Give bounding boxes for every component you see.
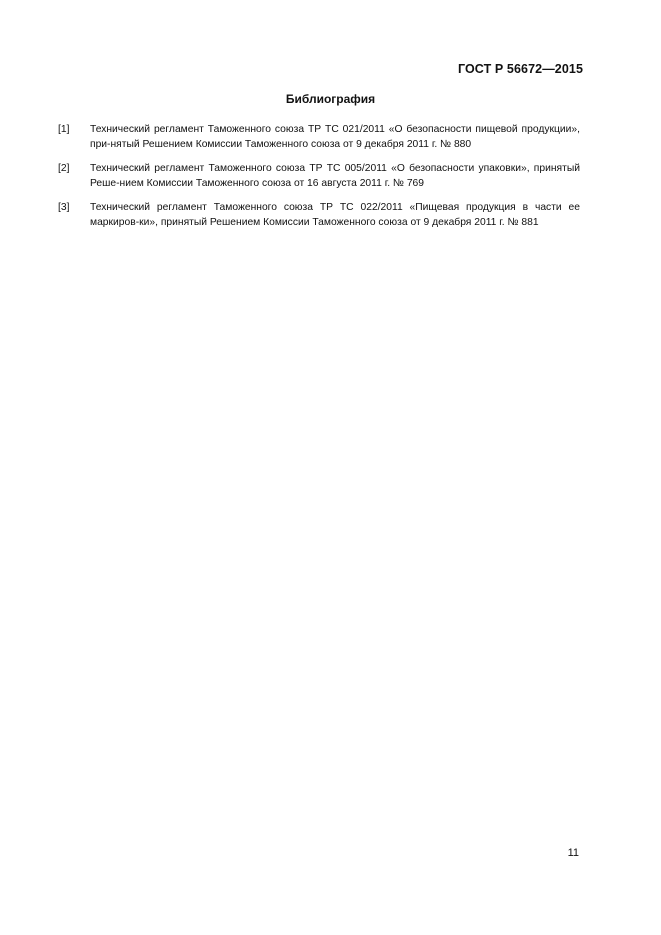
bibliography-number: [3] (58, 202, 70, 213)
bibliography-item (58, 201, 580, 230)
bibliography-item (58, 162, 580, 191)
page-number: 11 (567, 847, 579, 859)
document-code: ГОСТ Р 56672—2015 (457, 62, 583, 76)
bibliography-number: [1] (58, 124, 70, 135)
bibliography-list (58, 123, 580, 240)
bibliography-text: Технический регламент Таможенного союза ТР ТС 005/2011 «О безопасности упаковки», принятый Реше-нием Комиссии Таможенного союза от 16 августа 2011 г. № 769 (90, 163, 580, 189)
bibliography-item (58, 123, 580, 152)
bibliography-text: Технический регламент Таможенного союза ТР ТС 022/2011 «Пищевая продукция в части ее маркиров-ки», принятый Решением Комиссии Таможенного союза от 9 декабря 2011 г. № 881 (90, 202, 580, 228)
bibliography-text: Технический регламент Таможенного союза ТР ТС 021/2011 «О безопасности пищевой продукции», при-нятый Решением Комиссии Таможенного союза от 9 декабря 2011 г. № 880 (90, 124, 580, 150)
section-title: Библиография (285, 92, 376, 106)
bibliography-number: [2] (58, 163, 70, 174)
